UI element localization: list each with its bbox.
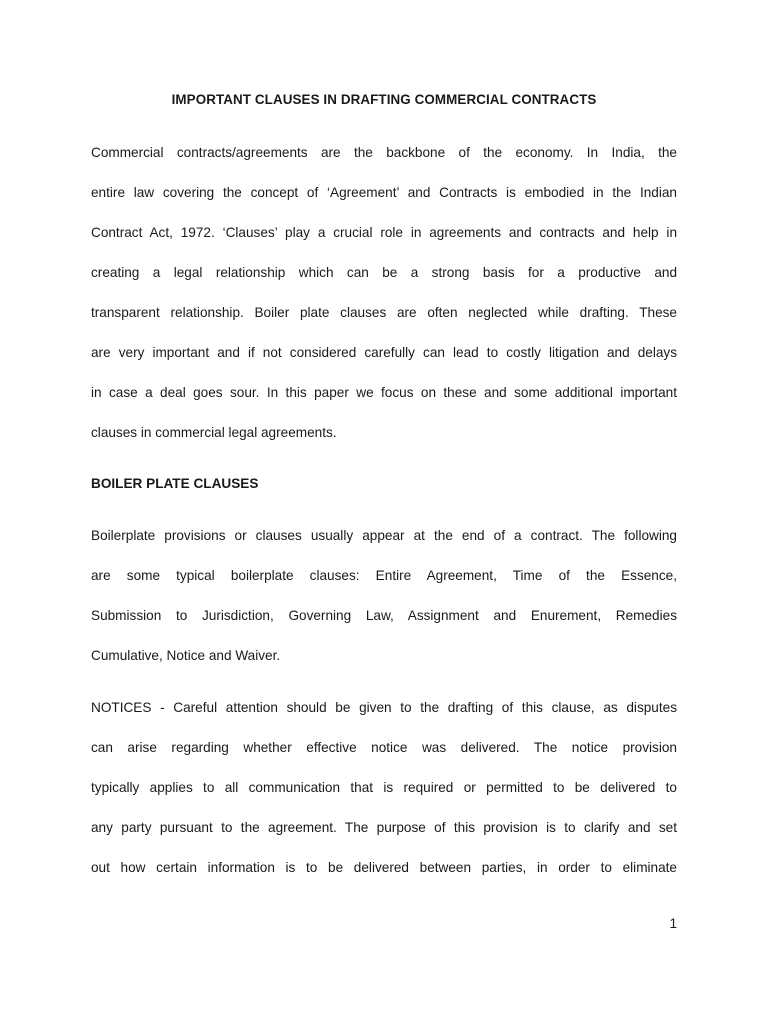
text-line: transparent relationship. Boiler plate clauses are often neglected while drafting. These [91,305,677,320]
document-title: IMPORTANT CLAUSES IN DRAFTING COMMERCIAL CONTRACTS [171,92,597,107]
text-line: typically applies to all communication that is required or permitted to be delivered to [91,780,677,795]
text-line: Contract Act, 1972. ‘Clauses’ play a crucial role in agreements and contracts and help in [91,225,677,240]
page-number: 1 [669,916,677,931]
text-line: out how certain information is to be delivered between parties, in order to eliminate [91,860,677,875]
text-line: are very important and if not considered carefully can lead to costly litigation and delays [91,345,677,360]
text-line: any party pursuant to the agreement. The purpose of this provision is to clarify and set [91,820,677,835]
text-line: Commercial contracts/agreements are the backbone of the economy. In India, the [91,145,677,160]
text-line: entire law covering the concept of ‘Agreement’ and Contracts is embodied in the Indian [91,185,677,200]
text-line: can arise regarding whether effective notice was delivered. The notice provision [91,740,677,755]
text-line: in case a deal goes sour. In this paper we focus on these and some additional important [91,385,677,400]
text-line: creating a legal relationship which can be a strong basis for a productive and [91,265,677,280]
notices-paragraph [91,688,677,888]
text-line: Boilerplate provisions or clauses usually appear at the end of a contract. The following [91,528,677,543]
text-line: Submission to Jurisdiction, Governing Law, Assignment and Enurement, Remedies [91,608,677,623]
text-line: clauses in commercial legal agreements. [91,425,337,440]
text-line: are some typical boilerplate clauses: Entire Agreement, Time of the Essence, [91,568,677,583]
text-line: Cumulative, Notice and Waiver. [91,648,281,663]
text-line: NOTICES - Careful attention should be given to the drafting of this clause, as disputes [91,700,677,715]
boilerplate-paragraph [91,516,677,676]
intro-paragraph [91,133,677,453]
section-heading-boilerplate: BOILER PLATE CLAUSES [91,476,259,491]
